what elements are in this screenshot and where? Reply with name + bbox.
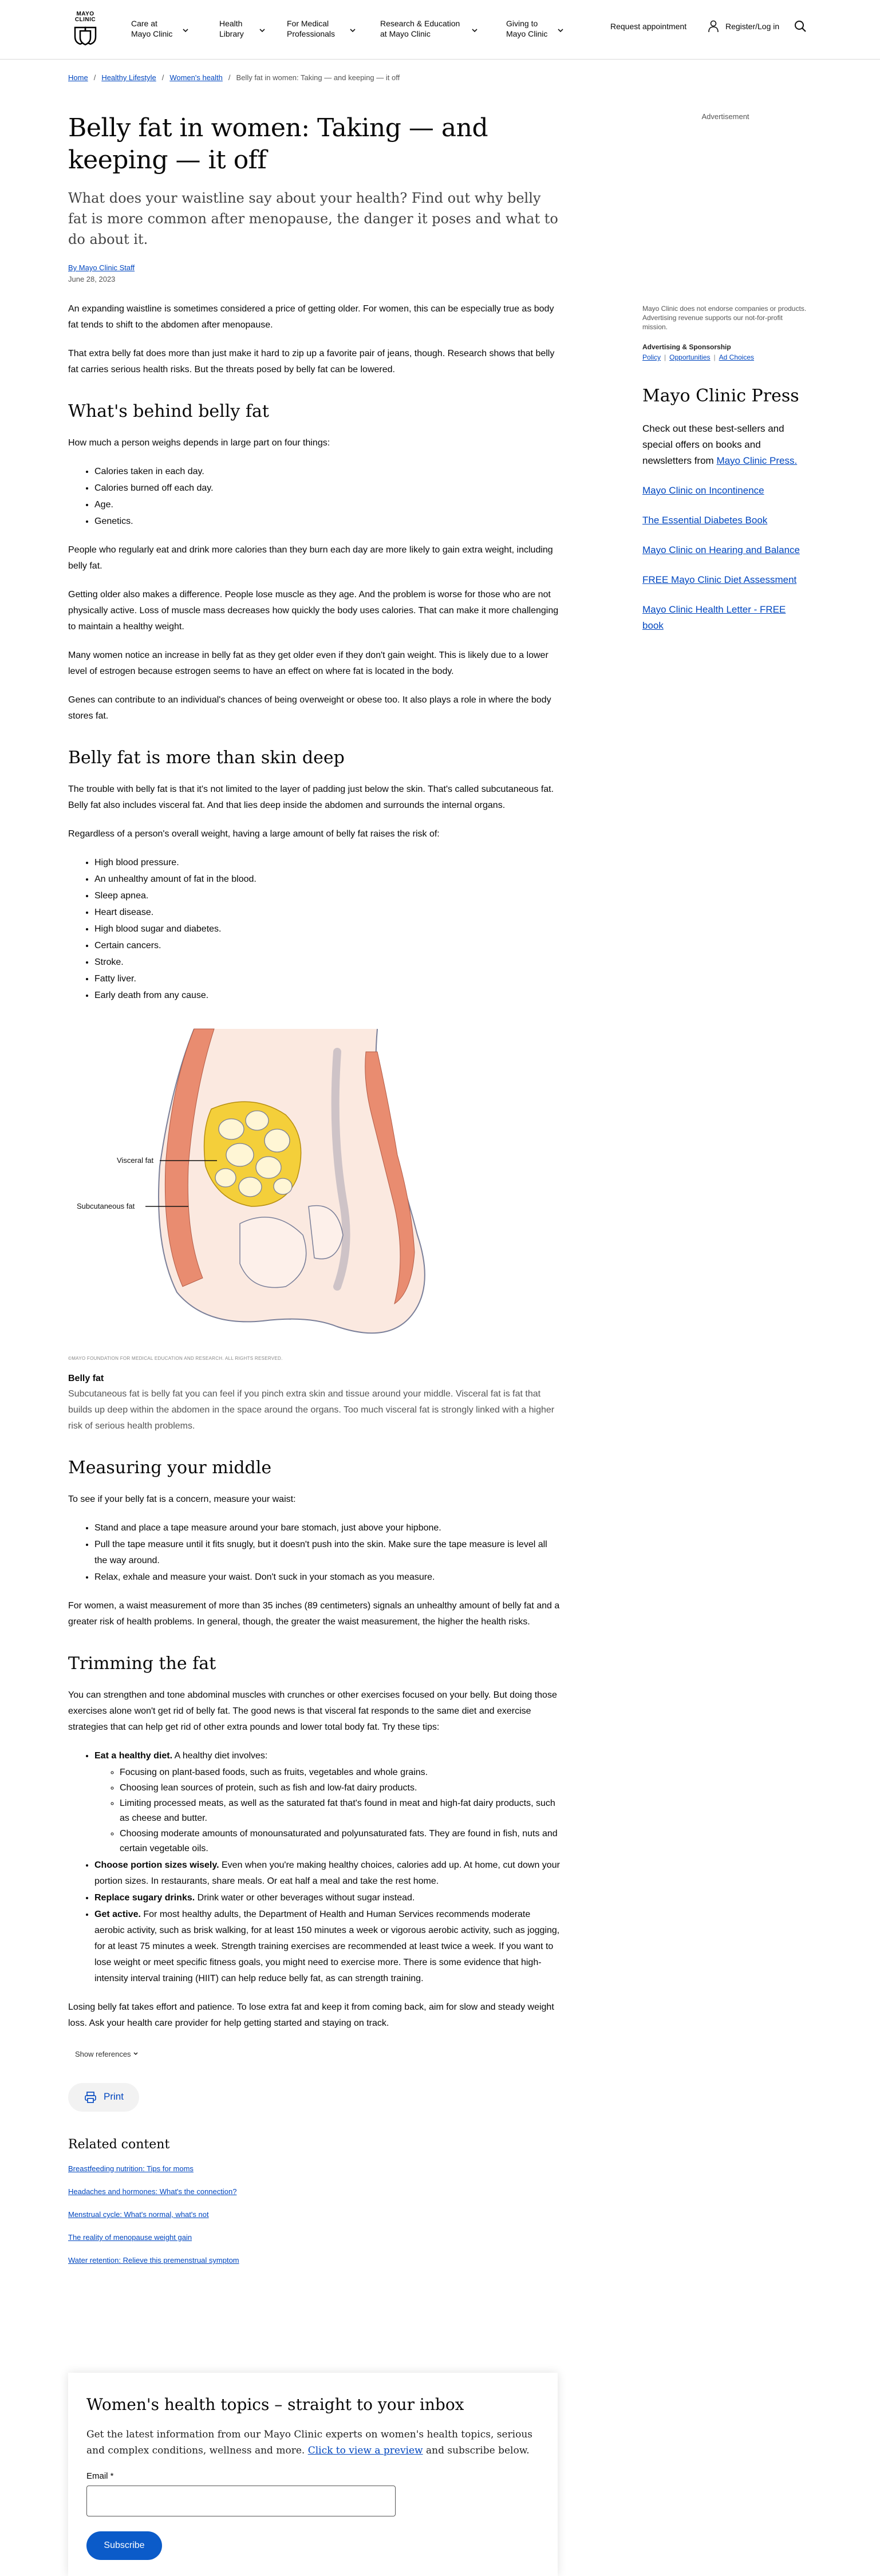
printer-icon (84, 2091, 97, 2104)
list-item: • Calories taken in each day. (94, 464, 561, 480)
logo-text: MAYO CLINIC (74, 11, 96, 23)
breadcrumb-separator: / (93, 73, 96, 82)
tip-title: Eat a healthy diet. (94, 1751, 173, 1761)
press-book-link[interactable]: Mayo Clinic on Hearing and Balance (642, 545, 800, 555)
breadcrumb-healthy-lifestyle[interactable]: Healthy Lifestyle (101, 73, 156, 82)
related-link[interactable]: Headaches and hormones: What's the connection? (68, 2187, 237, 2196)
list-item: • Certain cancers. (94, 938, 561, 954)
press-heading: Mayo Clinic Press (642, 386, 799, 406)
figure-caption-title: Belly fat (68, 1374, 104, 1383)
section-heading: Trimming the fat (68, 1654, 216, 1674)
tip-item (94, 1748, 561, 1856)
breadcrumb-current: Belly fat in women: Taking — and keeping — it off (236, 73, 400, 82)
nav-medical-professionals[interactable] (287, 18, 344, 39)
nav-care[interactable] (131, 18, 177, 39)
article-subtitle: What does your waistline say about your health? Find out why belly fat is more common after menopause, the danger it poses and what to do about it. (68, 190, 558, 247)
chevron-down-icon (471, 26, 479, 34)
list-item: • Genetics. (94, 514, 561, 530)
chevron-down-icon (349, 26, 357, 34)
tip-title: Replace sugary drinks. (94, 1893, 195, 1903)
newsletter-signup (68, 2373, 558, 2576)
risks-list (94, 855, 561, 1004)
chevron-down-icon (258, 26, 266, 34)
related-link[interactable]: Menstrual cycle: What's normal, what's not (68, 2210, 209, 2219)
nav-giving[interactable] (506, 18, 552, 39)
related-content (68, 2137, 561, 2266)
paragraph: Getting older also makes a difference. People lose muscle as they age. And the problem is worse for those who are not physically active. Loss of muscle mass decreases how quickly the body uses calories. That can make it more challenging to maintain a healthy weight. (68, 590, 559, 632)
paragraph: People who regularly eat and drink more calories than they burn each day are more likely to gain extra weight, including belly fat. (68, 545, 553, 571)
diet-sublist (120, 1765, 561, 1856)
press-book-link[interactable]: The Essential Diabetes Book (642, 515, 768, 526)
section-heading: Measuring your middle (68, 1458, 272, 1478)
section-lead: How much a person weighs depends in large part on four things: (68, 438, 330, 448)
list-item: ◦ Choosing moderate amounts of monounsaturated and polyunsaturated fats. They are found in fish, nuts and certain vegetable oils. (120, 1827, 561, 1856)
nav-care-label: Care at Mayo Clinic (131, 19, 173, 38)
tip-text: A healthy diet involves: (172, 1751, 268, 1761)
author-link[interactable]: By Mayo Clinic Staff (68, 263, 135, 272)
search-icon[interactable] (794, 19, 807, 33)
section-heading: Belly fat is more than skin deep (68, 748, 345, 768)
related-link[interactable]: The reality of menopause weight gain (68, 2233, 192, 2242)
list-item: • Stand and place a tape measure around your bare stomach, just above your hipbone. (94, 1520, 561, 1536)
press-book-link[interactable]: Mayo Clinic Health Letter - FREE book (642, 604, 786, 631)
divider: | (664, 353, 666, 361)
newsletter-text-after: and subscribe below. (423, 2445, 530, 2456)
email-label: Email * (86, 2471, 114, 2481)
paragraph: For women, a waist measurement of more than 35 inches (89 centimeters) signals an unhealthy amount of belly fat and a greater risk of health problems. In general, though, the greater the waist measurement, the higher the health risks. (68, 1601, 560, 1627)
subscribe-button[interactable]: Subscribe (86, 2531, 162, 2560)
list-item: ◦ Limiting processed meats, as well as the saturated fat that's found in meat and high-fat dairy products, such as cheese and butter. (120, 1796, 561, 1826)
press-book-link[interactable]: FREE Mayo Clinic Diet Assessment (642, 574, 797, 585)
newsletter-preview-link[interactable]: Click to view a preview (307, 2445, 423, 2456)
nav-research-education[interactable] (380, 18, 466, 39)
register-login-link[interactable]: Register/Log in (725, 22, 780, 31)
list-item: • Sleep apnea. (94, 888, 561, 904)
section-heading: What's behind belly fat (68, 401, 269, 421)
press-book-link[interactable]: Mayo Clinic on Incontinence (642, 485, 764, 496)
ad-choices-link[interactable]: Ad Choices (719, 353, 755, 361)
breadcrumb-womens-health[interactable]: Women's health (169, 73, 223, 82)
mayo-clinic-logo[interactable] (72, 11, 99, 47)
opportunities-link[interactable]: Opportunities (669, 353, 711, 361)
policy-link[interactable]: Policy (642, 353, 661, 361)
list-item: • Relax, exhale and measure your waist. Don't suck in your stomach as you measure. (94, 1569, 561, 1585)
press-link[interactable]: Mayo Clinic Press. (716, 455, 798, 466)
related-link[interactable]: Water retention: Relieve this premenstrual symptom (68, 2256, 239, 2265)
paragraph: The trouble with belly fat is that it's not limited to the layer of padding just below the skin. That's called subcutaneous fat. Belly fat also includes visceral fat. And that lies deep inside the abdomen and surrounds the internal organs. (68, 784, 554, 810)
subcutaneous-fat-label: Subcutaneous fat (77, 1202, 135, 1210)
tip-title: Get active. (94, 1910, 141, 1919)
chevron-down-icon (557, 26, 565, 34)
tip-item (94, 1890, 561, 1906)
press-text-body: Check out these best-sellers and special offers on books and newsletters from (642, 423, 784, 466)
factors-list (94, 464, 561, 530)
nav-health-library[interactable] (219, 18, 254, 39)
tip-item (94, 1907, 561, 1987)
list-item: • Heart disease. (94, 905, 561, 921)
image-copyright: ©MAYO FOUNDATION FOR MEDICAL EDUCATION AND RESEARCH. ALL RIGHTS RESERVED. (68, 1356, 283, 1361)
paragraph: Genes can contribute to an individual's chances of being overweight or obese too. It also plays a role in where the body stores fat. (68, 695, 551, 721)
nav-giving-label: Giving to Mayo Clinic (506, 19, 548, 38)
newsletter-heading: Women's health topics – straight to your inbox (86, 2395, 464, 2414)
related-link[interactable]: Breastfeeding nutrition: Tips for moms (68, 2164, 194, 2173)
breadcrumb-separator: / (161, 73, 164, 82)
request-appointment-link[interactable]: Request appointment (610, 22, 687, 31)
measure-steps-list (94, 1520, 561, 1585)
list-item: • Pull the tape measure until it fits snugly, but it doesn't push into the skin. Make sure the tape measure is level all the way around. (94, 1537, 561, 1569)
list-item: • Calories burned off each day. (94, 480, 561, 496)
site-header (0, 0, 880, 60)
belly-fat-illustration (68, 1017, 561, 1361)
figure-caption: Subcutaneous fat is belly fat you can feel if you pinch extra skin and tissue around your middle. Visceral fat is fat that builds up deep within the abdomen in the space around the organs. Too much visceral fat is strongly linked with a higher risk of serious health problems. (68, 1389, 555, 1431)
tip-text: Drink water or other beverages without sugar instead. (195, 1893, 415, 1903)
section-lead: You can strengthen and tone abdominal muscles with crunches or other exercises focused on your belly. But doing those exercises alone won't get rid of belly fat. The good news is that visceral fat responds to the same diet and exercise strategies that can help get rid of other extra pounds and lower total body fat. Try these tips: (68, 1690, 557, 1732)
advertising-links (642, 353, 808, 361)
list-item: • Fatty liver. (94, 971, 561, 987)
press-text (642, 421, 808, 469)
chevron-down-icon (181, 26, 190, 34)
divider: | (713, 353, 716, 361)
tip-text: Even when you're making healthy choices, calories add up. At home, cut down your portion sizes. In restaurants, share meals. Or eat half a meal and take the rest home. (94, 1860, 560, 1886)
endorsement-note: Mayo Clinic does not endorse companies or products. Advertising revenue supports our not-for-profit mission. (642, 305, 807, 331)
intro-paragraph: That extra belly fat does more than just make it hard to zip up a favorite pair of jeans, though. Research shows that belly fat carries serious health risks. But the threats posed by belly fat can be lowered. (68, 349, 555, 374)
list-item: • An unhealthy amount of fat in the blood. (94, 871, 561, 887)
nav-research-education-label: Research & Education at Mayo Clinic (380, 19, 460, 38)
list-item: • High blood sugar and diabetes. (94, 921, 561, 937)
closing-paragraph: Losing belly fat takes effort and patience. To lose extra fat and keep it from coming back, aim for slow and steady weight loss. Ask your health care provider for help getting started and staying on track. (68, 2002, 554, 2028)
mayo-clinic-press (642, 385, 808, 634)
newsletter-text-before: Get the latest information from our Mayo Clinic experts on women's health topics, serious and complex conditions, wellness and more. (86, 2429, 533, 2456)
breadcrumb-home[interactable]: Home (68, 73, 88, 82)
tip-title: Choose portion sizes wisely. (94, 1860, 219, 1870)
list-item: ◦ Choosing lean sources of protein, such as fish and low-fat dairy products. (120, 1781, 561, 1796)
newsletter-text (86, 2427, 539, 2459)
nav-medical-professionals-label: For Medical Professionals (287, 19, 336, 38)
chevron-down-icon (133, 2051, 139, 2057)
breadcrumb (68, 73, 400, 82)
intro-paragraph: An expanding waistline is sometimes considered a price of getting older. For women, this can be especially true as body fat tends to shift to the abdomen after menopause. (68, 304, 554, 330)
advertisement-label: Advertisement (701, 112, 749, 121)
tip-text: For most healthy adults, the Department of Health and Human Services recommends moderate aerobic activity, such as brisk walking, for at least 150 minutes a week or vigorous aerobic activity, such as jogging, for at least 75 minutes a week. Strength training exercises are recommended at least twice a week. If you want to lose weight or meet specific fitness goals, you might need to exercise more. There is some evidence that high-intensity interval training (HIIT) can help reduce belly fat, as can strength training. (94, 1910, 560, 1983)
print-button[interactable] (68, 2083, 139, 2112)
page-title: Belly fat in women: Taking — and keeping — it off (68, 113, 488, 175)
paragraph: Regardless of a person's overall weight, having a large amount of belly fat raises the risk of: (68, 829, 440, 839)
tip-item (94, 1857, 561, 1889)
show-references-toggle[interactable] (75, 2049, 561, 2060)
tips-list (94, 1748, 561, 1987)
article (68, 112, 561, 2278)
article-date: June 28, 2023 (68, 275, 116, 283)
print-label: Print (104, 2091, 124, 2102)
list-item: • High blood pressure. (94, 855, 561, 871)
email-field[interactable] (86, 2486, 396, 2516)
related-heading: Related content (68, 2137, 170, 2152)
sidebar (642, 112, 808, 634)
show-references-label: Show references (75, 2050, 131, 2058)
list-item: • Age. (94, 497, 561, 513)
paragraph: Many women notice an increase in belly fat as they get older even if they don't gain weight. This is likely due to a lower level of estrogen because estrogen seems to have an effect on where fat is located in the body. (68, 650, 548, 676)
abdomen-cross-section-image (68, 1017, 561, 1350)
advertising-title: Advertising & Sponsorship (642, 343, 731, 351)
three-shields-icon (72, 25, 99, 46)
breadcrumb-separator: / (228, 73, 231, 82)
section-lead: To see if your belly fat is a concern, measure your waist: (68, 1494, 296, 1504)
user-icon[interactable] (708, 20, 719, 33)
nav-health-library-label: Health Library (219, 19, 244, 38)
list-item: • Early death from any cause. (94, 988, 561, 1004)
visceral-fat-label: Visceral fat (117, 1156, 154, 1165)
list-item: ◦ Focusing on plant-based foods, such as fruits, vegetables and whole grains. (120, 1765, 561, 1780)
list-item: • Stroke. (94, 954, 561, 971)
